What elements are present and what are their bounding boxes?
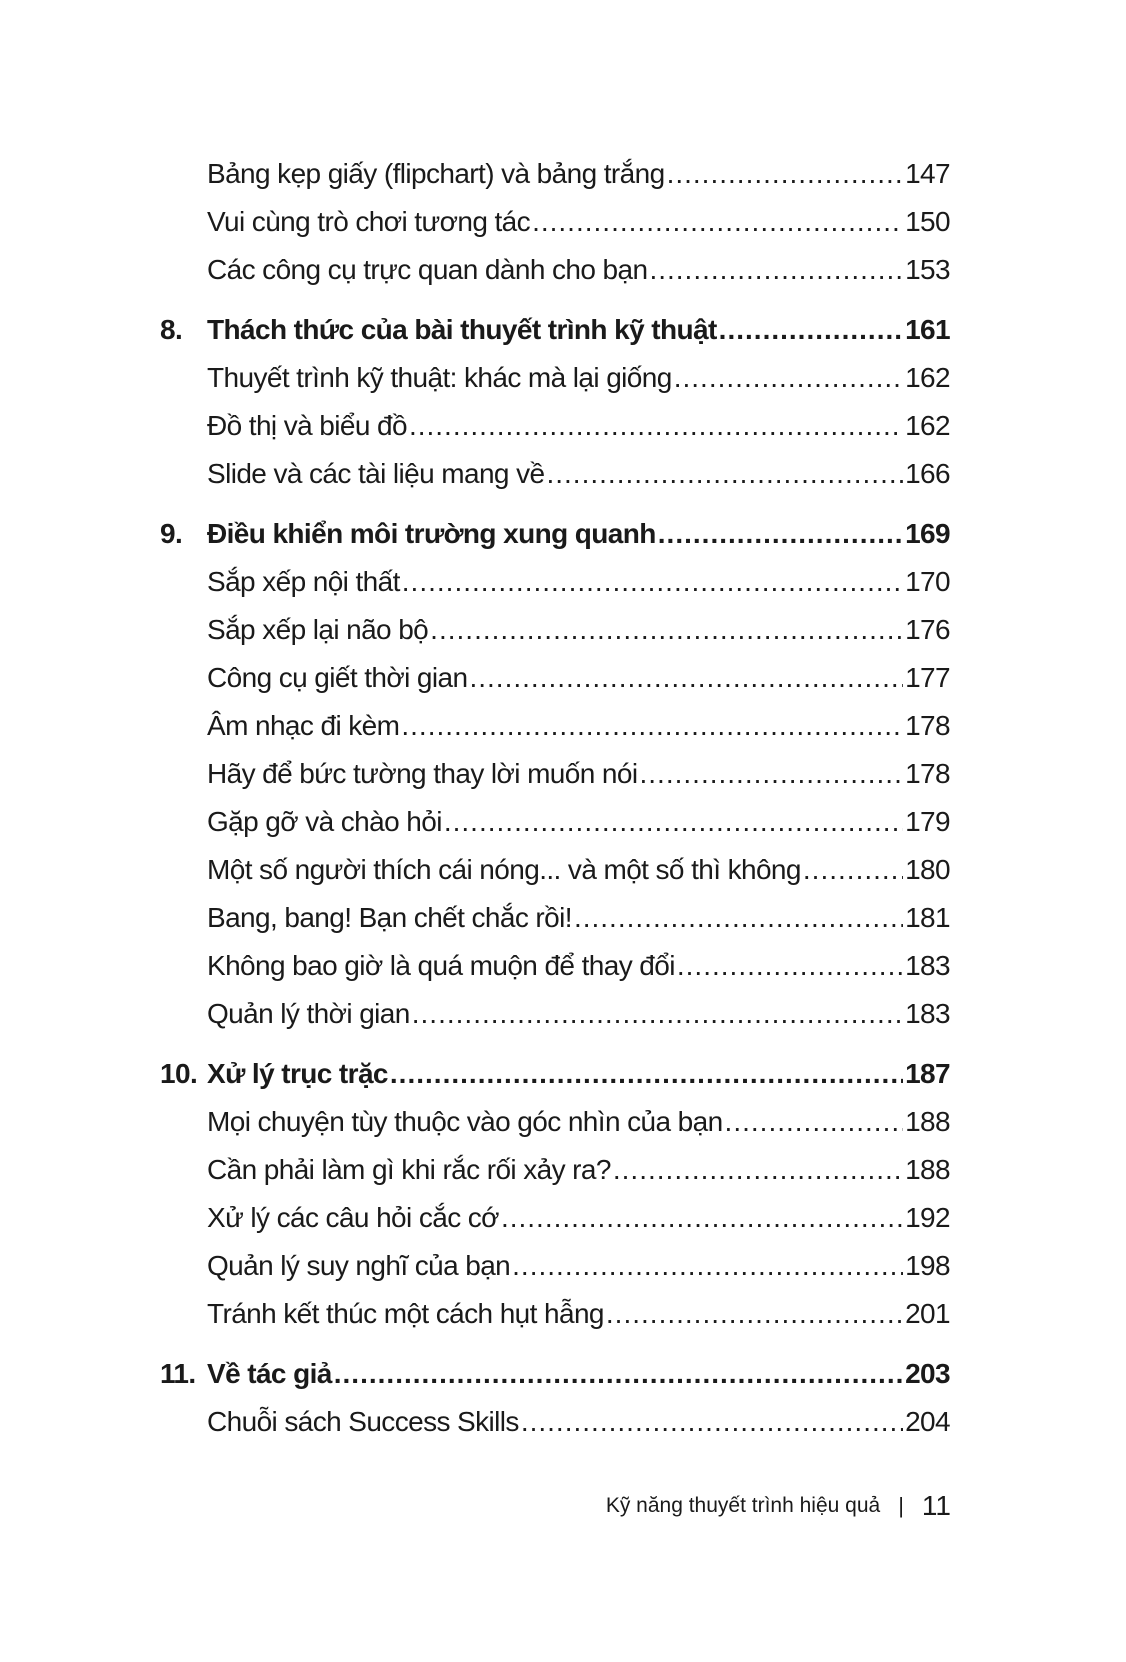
section-title: Quản lý thời gian [207,998,410,1029]
entry-page-number: 183 [905,998,950,1029]
dot-leader [512,1242,903,1290]
entry-page-number: 147 [905,158,950,189]
entry-page-number: 187 [905,1058,950,1089]
table-of-contents [160,150,950,1446]
section-title: Slide và các tài liệu mang về [207,458,545,489]
entry-page-number: 170 [905,566,950,597]
section-title: Không bao giờ là quá muộn để thay đổi [207,950,675,981]
entry-page-number: 203 [905,1358,950,1389]
dot-leader [402,558,903,606]
entry-page-number: 180 [905,854,950,885]
toc-section-entry [160,246,950,294]
section-title: Sắp xếp lại não bộ [207,614,429,645]
entry-page-number: 162 [905,410,950,441]
dot-leader [501,1194,903,1242]
dot-leader [469,654,903,702]
toc-section-entry [160,150,950,198]
chapter-number: 8. [160,314,183,345]
section-title: Hãy để bức tường thay lời muốn nói [207,758,638,789]
section-title: Quản lý suy nghĩ của bạn [207,1250,511,1281]
running-title: Kỹ năng thuyết trình hiệu quả [605,1494,881,1517]
section-title: Xử lý các câu hỏi cắc cớ [207,1202,499,1233]
section-title: Sắp xếp nội thất [207,566,400,597]
toc-section-entry [160,450,950,498]
toc-section-entry [160,198,950,246]
entry-page-number: 169 [905,518,950,549]
toc-section-entry [160,354,950,402]
dot-leader [412,990,903,1038]
entry-page-number: 188 [905,1154,950,1185]
entry-page-number: 198 [905,1250,950,1281]
entry-page-number: 176 [905,614,950,645]
toc-chapter-entry [160,1050,950,1098]
dot-leader [521,1398,903,1446]
toc-chapter-entry [160,306,950,354]
toc-section-entry [160,942,950,990]
dot-leader [546,450,903,498]
dot-leader [409,402,903,450]
toc-section-entry [160,846,950,894]
dot-leader [639,750,903,798]
entry-page-number: 162 [905,362,950,393]
toc-section-entry [160,1290,950,1338]
section-title: Bang, bang! Bạn chết chắc rồi! [207,902,572,933]
toc-chapter-entry [160,1350,950,1398]
footer-separator: | [898,1493,904,1518]
dot-leader [613,1146,903,1194]
chapter-number: 11. [160,1358,196,1389]
section-title: Bảng kẹp giấy (flipchart) và bảng trắng [207,158,665,189]
section-title: Tránh kết thúc một cách hụt hẫng [207,1298,604,1329]
toc-section-entry [160,798,950,846]
page-number: 11 [921,1490,951,1521]
dot-leader [606,1290,903,1338]
chapter-title: Xử lý trục trặc [207,1058,388,1089]
dot-leader [674,354,903,402]
entry-page-number: 178 [905,758,950,789]
toc-section-entry [160,1242,950,1290]
section-title: Đồ thị và biểu đồ [207,410,407,441]
entry-page-number: 192 [905,1202,950,1233]
entry-page-number: 201 [905,1298,950,1329]
chapter-title: Về tác giả [207,1358,332,1389]
dot-leader [401,702,903,750]
dot-leader [667,150,904,198]
chapter-number: 9. [160,518,183,549]
entry-page-number: 166 [905,458,950,489]
toc-section-entry [160,402,950,450]
toc-section-entry [160,1098,950,1146]
toc-section-entry [160,606,950,654]
dot-leader [532,198,903,246]
section-title: Cần phải làm gì khi rắc rối xảy ra? [207,1154,611,1185]
entry-page-number: 161 [905,314,950,345]
entry-page-number: 204 [905,1406,950,1437]
toc-section-entry [160,1398,950,1446]
dot-leader [430,606,903,654]
chapter-title: Thách thức của bài thuyết trình kỹ thuật [207,314,717,345]
dot-leader [444,798,903,846]
dot-leader [803,846,903,894]
dot-leader [658,510,903,558]
entry-page-number: 183 [905,950,950,981]
dot-leader [334,1350,903,1398]
toc-section-entry [160,1194,950,1242]
section-title: Các công cụ trực quan dành cho bạn [207,254,648,285]
entry-page-number: 188 [905,1106,950,1137]
dot-leader [677,942,903,990]
entry-page-number: 177 [905,662,950,693]
dot-leader [390,1050,903,1098]
section-title: Âm nhạc đi kèm [207,710,400,741]
dot-leader [649,246,903,294]
entry-page-number: 150 [905,206,950,237]
section-title: Vui cùng trò chơi tương tác [207,206,531,237]
toc-section-entry [160,990,950,1038]
entry-page-number: 178 [905,710,950,741]
toc-section-entry [160,702,950,750]
chapter-number: 10. [160,1058,198,1089]
toc-section-entry [160,750,950,798]
toc-section-entry [160,1146,950,1194]
dot-leader [719,306,903,354]
chapter-title: Điều khiển môi trường xung quanh [207,518,656,549]
section-title: Một số người thích cái nóng... và một số thì không [207,854,801,885]
toc-section-entry [160,894,950,942]
dot-leader [725,1098,904,1146]
toc-chapter-entry [160,510,950,558]
entry-page-number: 181 [905,902,950,933]
toc-section-entry [160,558,950,606]
section-title: Chuỗi sách Success Skills [207,1406,519,1437]
page-footer [606,1490,951,1522]
dot-leader [574,894,903,942]
section-title: Gặp gỡ và chào hỏi [207,806,442,837]
section-title: Thuyết trình kỹ thuật: khác mà lại giống [207,362,672,393]
toc-section-entry [160,654,950,702]
section-title: Công cụ giết thời gian [207,662,468,693]
section-title: Mọi chuyện tùy thuộc vào góc nhìn của bạn [207,1106,723,1137]
entry-page-number: 179 [905,806,950,837]
entry-page-number: 153 [905,254,950,285]
